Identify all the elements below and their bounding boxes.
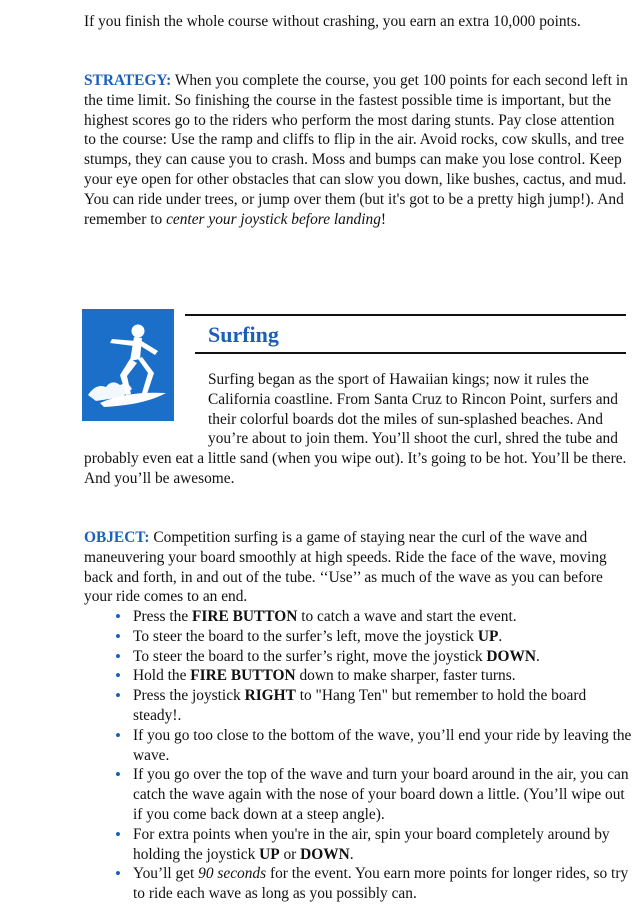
- strategy-emphasis: center your joystick before landing: [166, 210, 381, 228]
- instruction-list: [112, 607, 632, 904]
- paragraph-strategy: [84, 71, 630, 229]
- list-item: • If you go over the top of the wave and turn your board around in the air, you can catch the wave again with the nose of your board down a little. (You’ll wipe out if you come back down at a steep angle).: [115, 765, 629, 823]
- list-item: • For extra points when you're in the air, spin your board completely around by holding the joystick UP or DOWN.: [115, 824, 610, 863]
- strategy-text: When you complete the course, you get 100 points for each second left in the time limit. So finishing the course in the fastest possible time is important, but the highest scores go to the riders who perform the most daring stunts. Pay close attention to the course: Use the ramp and cliffs to flip in the air. Avoid rocks, cow skulls, and tree stumps, they can cause you to crash. Moss and bumps can make you lose control. Keep your eye open for other obstacles that can slow you down, like bushes, cactus, and mud. You can ride under trees, or jump over them (but it's got to be a pretty high jump!). And remember to: [84, 72, 628, 228]
- title-rule-bottom: [195, 352, 626, 354]
- bullet-icon: •: [115, 666, 121, 686]
- paragraph-object: [84, 528, 630, 607]
- list-item: • Press the joystick RIGHT to "Hang Ten" but remember to hold the board steady!.: [115, 686, 587, 724]
- list-item: • Press the FIRE BUTTON to catch a wave and start the event.: [115, 607, 517, 626]
- intro-block: [84, 370, 630, 489]
- list-item: • To steer the board to the surfer’s left, move the joystick UP.: [115, 626, 503, 646]
- list-item: • To steer the board to the surfer’s right, move the joystick DOWN.: [115, 646, 540, 666]
- bullet-icon: •: [115, 824, 121, 844]
- list-item: • If you go too close to the bottom of the wave, you’ll end your ride by leaving the wave.: [115, 725, 632, 764]
- bullet-icon: •: [115, 646, 121, 666]
- paragraph-intro: Surfing began as the sport of Hawaiian kings; now it rules the California coastline. From Santa Cruz to Rincon Point, surfers and their colorful boards dot the miles of sun-splashed beaches. And you’re about to join them. You’ll shoot the curl, shred the tube and probably even eat a little sand (when you wipe out). It’s going to be hot. You’ll be there. And you’ll be awesome.: [84, 371, 627, 487]
- bullet-icon: •: [115, 765, 121, 785]
- object-label: OBJECT:: [84, 529, 150, 546]
- bullet-icon: •: [115, 864, 121, 884]
- paragraph-finish-bonus: If you finish the whole course without crashing, you earn an extra 10,000 points.: [84, 13, 581, 30]
- strategy-end: !: [380, 210, 387, 228]
- list-item: • You’ll get 90 seconds for the event. You earn more points for longer rides, so try to ride each wave as long as you possibly can.: [115, 864, 629, 903]
- bullet-icon: •: [115, 686, 121, 706]
- list-item: • Hold the FIRE BUTTON down to make sharper, faster turns.: [115, 666, 516, 686]
- intro-wrap-spacer: [84, 370, 208, 449]
- strategy-label: STRATEGY:: [84, 72, 172, 89]
- title-rule-top: [185, 314, 626, 316]
- bullet-icon: •: [115, 725, 121, 745]
- bullet-icon: •: [115, 607, 121, 626]
- section-title: Surfing: [208, 322, 279, 347]
- bullet-icon: •: [115, 626, 121, 646]
- object-text: Competition surfing is a game of staying near the curl of the wave and maneuvering your board smoothly at high speeds. Ride the face of the wave, moving back and forth, in and out of the tube. ‘‘Use’’ as much of the wave as you can before your ride comes to an end.: [84, 529, 607, 606]
